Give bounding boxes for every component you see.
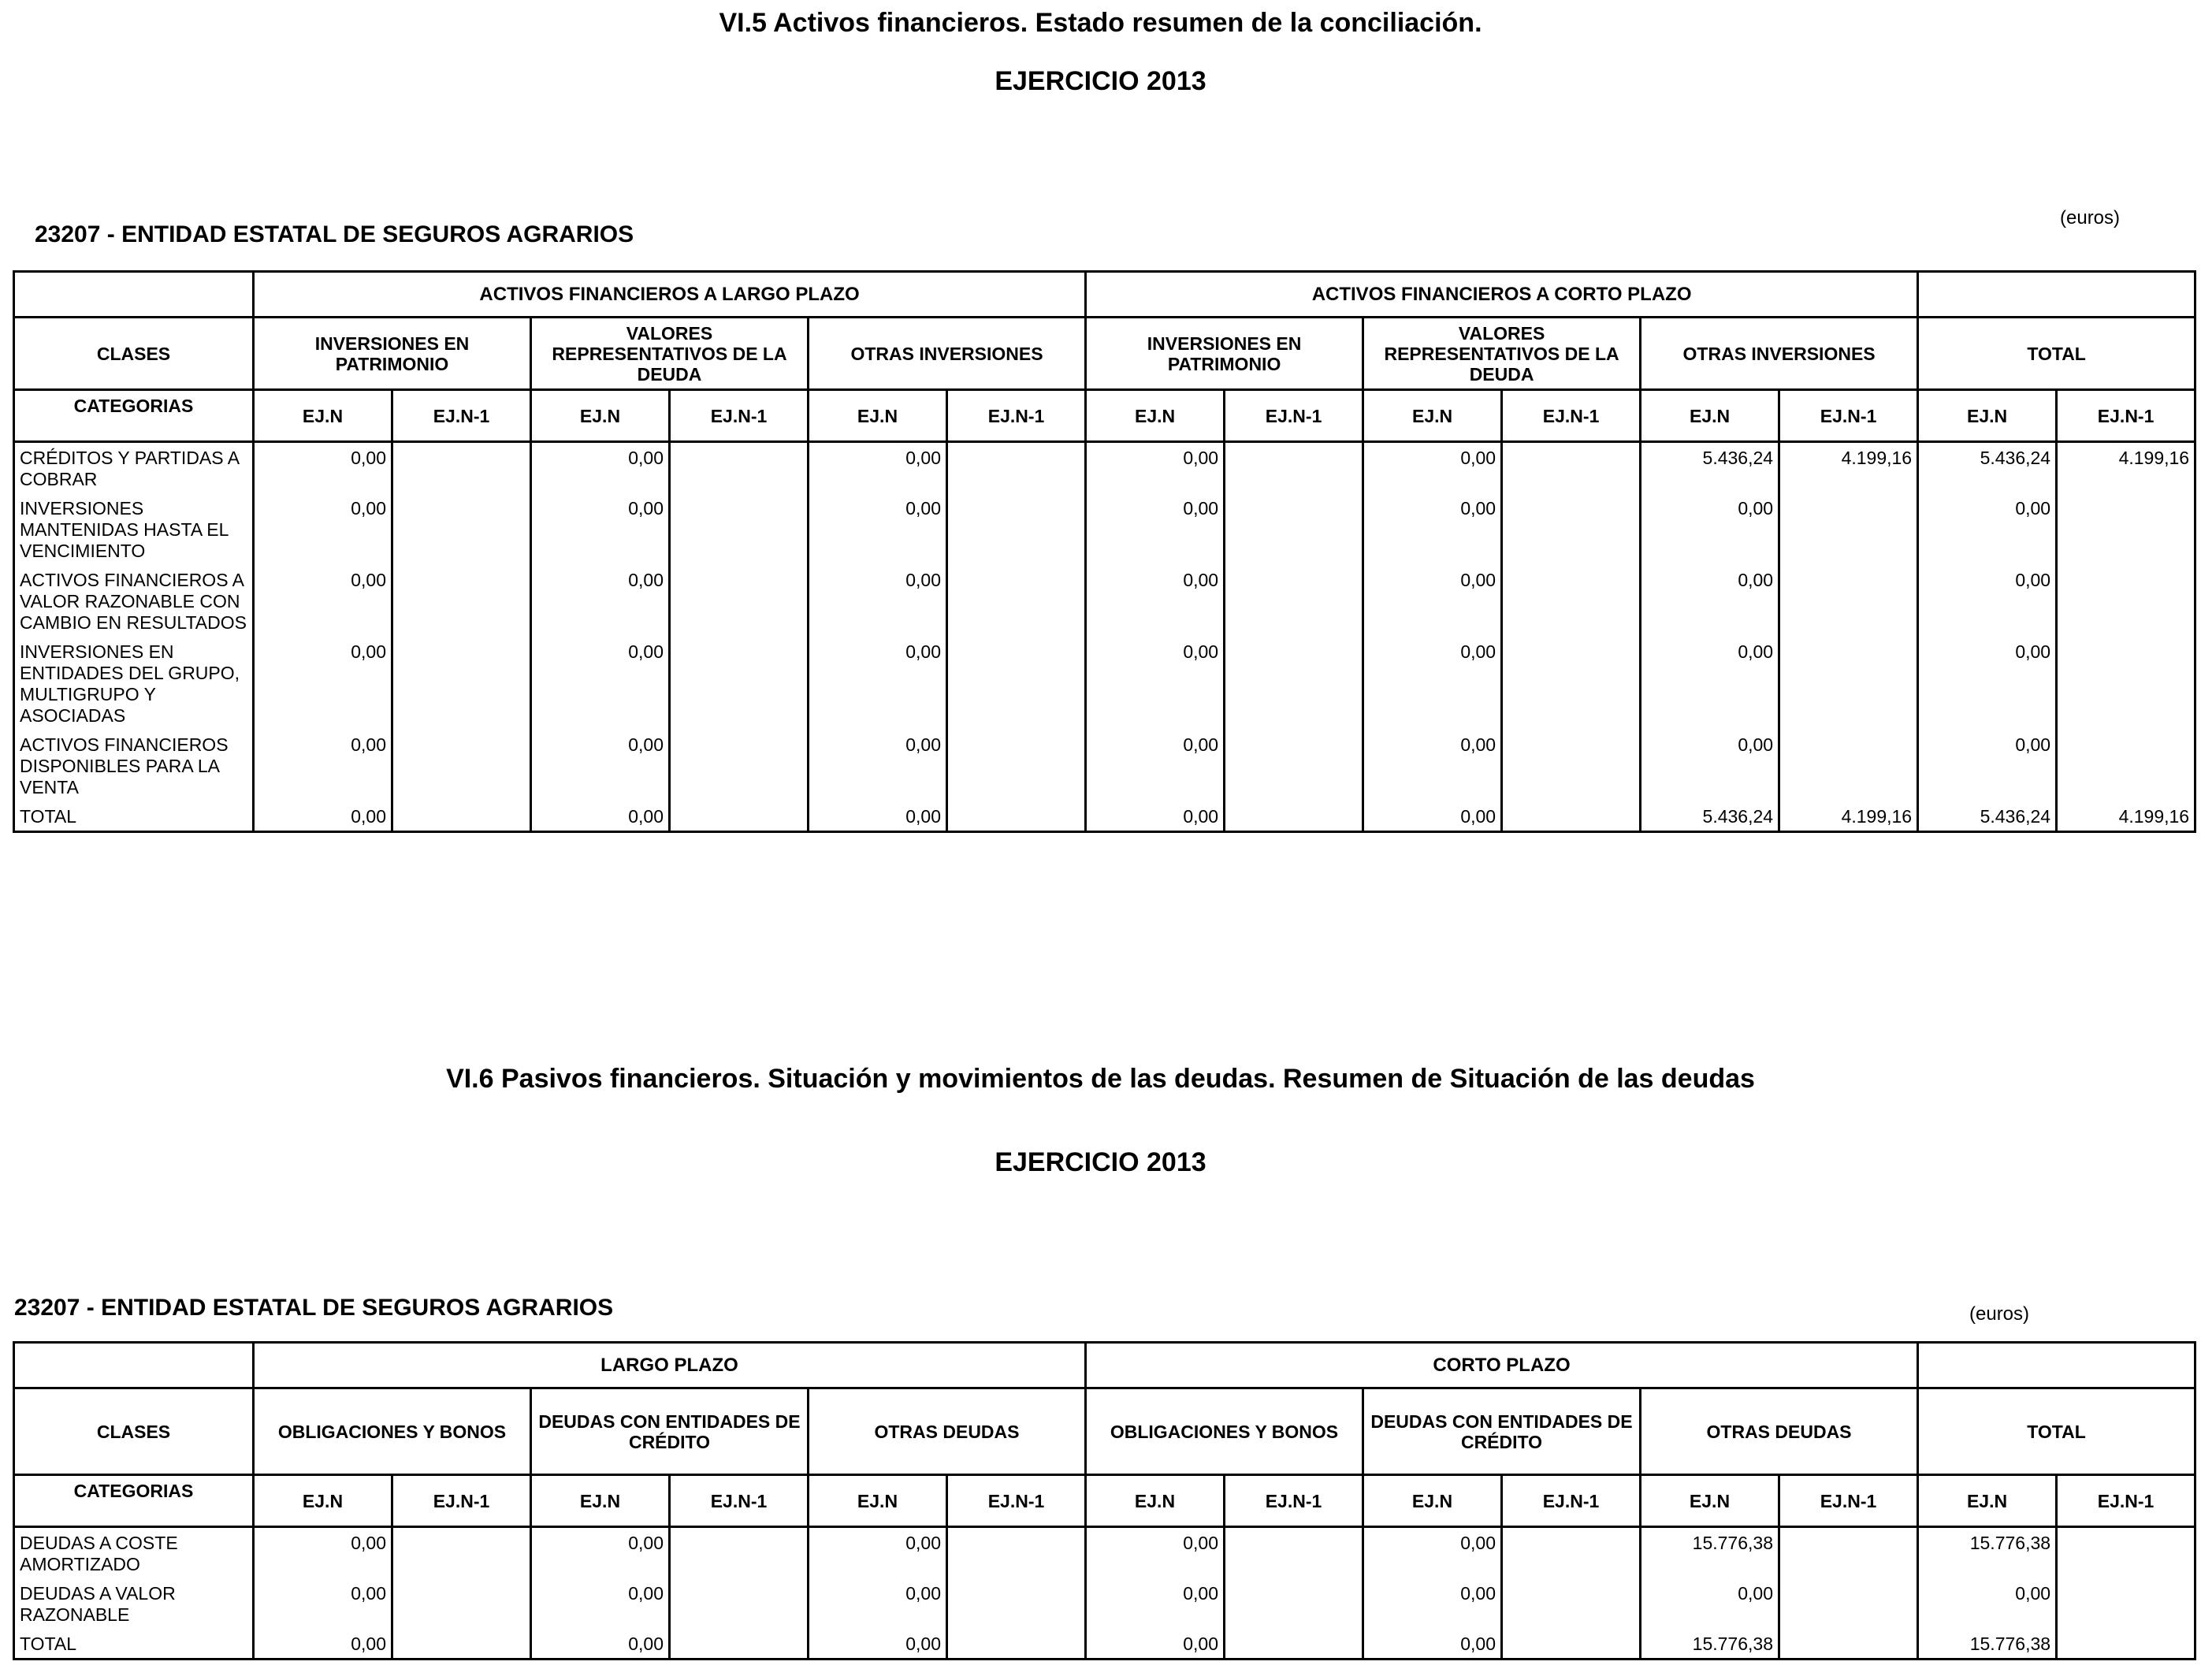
ejn1-header: EJ.N-1 (392, 390, 531, 442)
value-cell: 0,00 (531, 1629, 670, 1660)
value-cell: 0,00 (254, 637, 392, 730)
value-cell (392, 442, 531, 494)
value-cell (392, 493, 531, 565)
value-cell: 0,00 (531, 442, 670, 494)
value-cell: 0,00 (809, 637, 947, 730)
value-cell: 0,00 (1363, 1527, 1502, 1579)
table-row (14, 1578, 2195, 1629)
value-cell: 15.776,38 (1641, 1629, 1779, 1660)
value-cell: 0,00 (1363, 1629, 1502, 1660)
value-cell: 0,00 (1918, 1578, 2057, 1629)
row-label: DEUDAS A VALOR RAZONABLE (14, 1578, 254, 1629)
value-cell (1502, 565, 1641, 637)
clases-header: CLASES (14, 1388, 254, 1475)
value-cell: 0,00 (254, 493, 392, 565)
value-cell (947, 1629, 1086, 1660)
value-cell (1502, 442, 1641, 494)
col-header-deudas-credito-lp: DEUDAS CON ENTIDADES DE CRÉDITO (531, 1388, 809, 1475)
value-cell: 0,00 (1641, 637, 1779, 730)
row-label: CRÉDITOS Y PARTIDAS A COBRAR (14, 442, 254, 494)
ejn1-header: EJ.N-1 (392, 1475, 531, 1527)
ejn1-header: EJ.N-1 (1225, 1475, 1363, 1527)
value-cell: 0,00 (1086, 1629, 1225, 1660)
row-label: INVERSIONES EN ENTIDADES DEL GRUPO, MULTIGRUPO Y ASOCIADAS (14, 637, 254, 730)
blank-header (1918, 272, 2195, 318)
value-cell (1225, 801, 1363, 832)
value-cell (1779, 565, 1918, 637)
value-cell (670, 1578, 809, 1629)
value-cell: 0,00 (254, 1527, 392, 1579)
value-cell (1779, 493, 1918, 565)
value-cell (947, 493, 1086, 565)
value-cell: 0,00 (809, 1578, 947, 1629)
group-header-largo-plazo: ACTIVOS FINANCIEROS A LARGO PLAZO (254, 272, 1086, 318)
clases-header: CLASES (14, 318, 254, 390)
value-cell: 0,00 (1363, 493, 1502, 565)
section1-unit: (euros) (2060, 207, 2121, 229)
value-cell: 0,00 (809, 442, 947, 494)
value-cell: 0,00 (531, 1578, 670, 1629)
section2-entity: 23207 - ENTIDAD ESTATAL DE SEGUROS AGRARIOS (14, 1295, 614, 1321)
value-cell (1502, 1527, 1641, 1579)
value-cell: 0,00 (531, 565, 670, 637)
blank-header (14, 1343, 254, 1388)
value-cell: 0,00 (531, 637, 670, 730)
value-cell: 0,00 (531, 1527, 670, 1579)
col-header-otras-lp: OTRAS INVERSIONES (809, 318, 1086, 390)
value-cell: 0,00 (1363, 1578, 1502, 1629)
value-cell (2057, 637, 2195, 730)
value-cell: 0,00 (809, 730, 947, 801)
ejn-header: EJ.N (531, 1475, 670, 1527)
ejn-header: EJ.N (531, 390, 670, 442)
value-cell (392, 1578, 531, 1629)
section1-subtitle: EJERCICIO 2013 (995, 66, 1206, 96)
value-cell: 0,00 (809, 801, 947, 832)
value-cell: 0,00 (1918, 637, 2057, 730)
value-cell (947, 565, 1086, 637)
col-header-total: TOTAL (1918, 318, 2195, 390)
value-cell: 0,00 (254, 801, 392, 832)
section2-unit: (euros) (1969, 1303, 2030, 1325)
value-cell (2057, 565, 2195, 637)
categorias-header: CATEGORIAS (14, 390, 254, 442)
value-cell: 0,00 (1363, 637, 1502, 730)
value-cell: 0,00 (1641, 730, 1779, 801)
blank-header (1918, 1343, 2195, 1388)
value-cell (392, 637, 531, 730)
ejn-header: EJ.N (1363, 390, 1502, 442)
ejn1-header: EJ.N-1 (1502, 1475, 1641, 1527)
value-cell: 0,00 (531, 801, 670, 832)
value-cell: 0,00 (1363, 565, 1502, 637)
value-cell (1225, 442, 1363, 494)
value-cell: 5.436,24 (1641, 442, 1779, 494)
col-header-otras-cp: OTRAS INVERSIONES (1641, 318, 1918, 390)
value-cell (1502, 493, 1641, 565)
value-cell: 0,00 (809, 565, 947, 637)
value-cell: 0,00 (254, 1578, 392, 1629)
row-label: INVERSIONES MANTENIDAS HASTA EL VENCIMIENTO (14, 493, 254, 565)
table-row (14, 565, 2195, 637)
value-cell: 0,00 (1918, 730, 2057, 801)
value-cell: 4.199,16 (2057, 801, 2195, 832)
value-cell (2057, 1629, 2195, 1660)
value-cell: 0,00 (531, 493, 670, 565)
value-cell (1779, 1527, 1918, 1579)
value-cell: 5.436,24 (1918, 442, 2057, 494)
group-header-corto-plazo: CORTO PLAZO (1086, 1343, 1918, 1388)
ejn-header: EJ.N (809, 390, 947, 442)
value-cell: 0,00 (1641, 493, 1779, 565)
value-cell (1502, 730, 1641, 801)
section1-entity: 23207 - ENTIDAD ESTATAL DE SEGUROS AGRARIOS (35, 221, 634, 247)
value-cell (1225, 1527, 1363, 1579)
row-label: ACTIVOS FINANCIEROS A VALOR RAZONABLE CON CAMBIO EN RESULTADOS (14, 565, 254, 637)
table-row (14, 493, 2195, 565)
value-cell (2057, 493, 2195, 565)
value-cell: 0,00 (1086, 565, 1225, 637)
row-label: TOTAL (14, 801, 254, 832)
ejn1-header: EJ.N-1 (1225, 390, 1363, 442)
value-cell: 0,00 (254, 442, 392, 494)
ejn1-header: EJ.N-1 (947, 1475, 1086, 1527)
value-cell: 0,00 (1086, 730, 1225, 801)
value-cell: 5.436,24 (1641, 801, 1779, 832)
col-header-obligaciones-cp: OBLIGACIONES Y BONOS (1086, 1388, 1363, 1475)
value-cell: 0,00 (1918, 493, 2057, 565)
blank-header (14, 272, 254, 318)
value-cell (392, 1629, 531, 1660)
ejn1-header: EJ.N-1 (670, 1475, 809, 1527)
table-row (14, 637, 2195, 730)
value-cell (1502, 1578, 1641, 1629)
ejn1-header: EJ.N-1 (1779, 1475, 1918, 1527)
col-header-otras-cp: OTRAS DEUDAS (1641, 1388, 1918, 1475)
value-cell: 0,00 (1641, 565, 1779, 637)
value-cell: 0,00 (1086, 637, 1225, 730)
value-cell (1225, 637, 1363, 730)
value-cell: 0,00 (1363, 442, 1502, 494)
value-cell (1225, 730, 1363, 801)
value-cell (1502, 1629, 1641, 1660)
value-cell (670, 565, 809, 637)
value-cell: 4.199,16 (1779, 801, 1918, 832)
section2-title: VI.6 Pasivos financieros. Situación y movimientos de las deudas. Resumen de Situación de las deudas (446, 1064, 1755, 1094)
value-cell: 0,00 (1086, 1578, 1225, 1629)
ejn-header: EJ.N (1918, 1475, 2057, 1527)
value-cell (1779, 637, 1918, 730)
col-header-deudas-credito-cp: DEUDAS CON ENTIDADES DE CRÉDITO (1363, 1388, 1641, 1475)
value-cell: 0,00 (809, 1629, 947, 1660)
value-cell (392, 801, 531, 832)
value-cell (947, 442, 1086, 494)
value-cell (1779, 1578, 1918, 1629)
value-cell (947, 1578, 1086, 1629)
assets-table (13, 270, 2196, 833)
col-header-inversiones-cp: INVERSIONES EN PATRIMONIO (1086, 318, 1363, 390)
group-header-largo-plazo: LARGO PLAZO (254, 1343, 1086, 1388)
table-row (14, 1527, 2195, 1579)
value-cell (1225, 565, 1363, 637)
value-cell (1779, 1629, 1918, 1660)
table-row (14, 1629, 2195, 1660)
col-header-total: TOTAL (1918, 1388, 2195, 1475)
section2-subtitle: EJERCICIO 2013 (995, 1147, 1206, 1177)
ejn-header: EJ.N (1641, 390, 1779, 442)
value-cell: 0,00 (1641, 1578, 1779, 1629)
ejn-header: EJ.N (1086, 1475, 1225, 1527)
value-cell (670, 730, 809, 801)
value-cell: 15.776,38 (1918, 1527, 2057, 1579)
row-label: ACTIVOS FINANCIEROS DISPONIBLES PARA LA VENTA (14, 730, 254, 801)
ejn-header: EJ.N (254, 390, 392, 442)
ejn-header: EJ.N (809, 1475, 947, 1527)
col-header-inversiones-lp: INVERSIONES EN PATRIMONIO (254, 318, 531, 390)
ejn-header: EJ.N (1363, 1475, 1502, 1527)
value-cell: 0,00 (1918, 565, 2057, 637)
value-cell (2057, 730, 2195, 801)
value-cell: 0,00 (531, 730, 670, 801)
value-cell (670, 1527, 809, 1579)
value-cell (1225, 1578, 1363, 1629)
value-cell: 0,00 (1086, 801, 1225, 832)
value-cell (670, 637, 809, 730)
table-row (14, 730, 2195, 801)
col-header-otras-lp: OTRAS DEUDAS (809, 1388, 1086, 1475)
value-cell (2057, 1527, 2195, 1579)
ejn1-header: EJ.N-1 (670, 390, 809, 442)
value-cell: 0,00 (809, 493, 947, 565)
value-cell (947, 801, 1086, 832)
table-row (14, 442, 2195, 494)
value-cell (670, 801, 809, 832)
value-cell: 0,00 (1363, 801, 1502, 832)
value-cell: 0,00 (254, 1629, 392, 1660)
value-cell: 0,00 (809, 1527, 947, 1579)
value-cell: 0,00 (1086, 442, 1225, 494)
ejn1-header: EJ.N-1 (2057, 390, 2195, 442)
value-cell (1502, 637, 1641, 730)
ejn-header: EJ.N (1918, 390, 2057, 442)
ejn-header: EJ.N (254, 1475, 392, 1527)
value-cell (1225, 493, 1363, 565)
value-cell (670, 1629, 809, 1660)
liabilities-table-body (14, 1527, 2195, 1660)
ejn1-header: EJ.N-1 (1779, 390, 1918, 442)
section1-title: VI.5 Activos financieros. Estado resumen de la conciliación. (719, 8, 1482, 38)
value-cell (1502, 801, 1641, 832)
value-cell (392, 1527, 531, 1579)
ejn1-header: EJ.N-1 (2057, 1475, 2195, 1527)
value-cell (1779, 730, 1918, 801)
value-cell: 4.199,16 (1779, 442, 1918, 494)
ejn1-header: EJ.N-1 (1502, 390, 1641, 442)
ejn-header: EJ.N (1086, 390, 1225, 442)
liabilities-table (13, 1341, 2196, 1660)
value-cell: 15.776,38 (1641, 1527, 1779, 1579)
value-cell (670, 442, 809, 494)
col-header-obligaciones-lp: OBLIGACIONES Y BONOS (254, 1388, 531, 1475)
value-cell (947, 730, 1086, 801)
value-cell (670, 493, 809, 565)
value-cell: 5.436,24 (1918, 801, 2057, 832)
value-cell: 0,00 (1086, 493, 1225, 565)
value-cell (1225, 1629, 1363, 1660)
assets-table-body (14, 442, 2195, 832)
value-cell: 0,00 (254, 565, 392, 637)
value-cell: 4.199,16 (2057, 442, 2195, 494)
row-label: DEUDAS A COSTE AMORTIZADO (14, 1527, 254, 1579)
value-cell (2057, 1578, 2195, 1629)
group-header-corto-plazo: ACTIVOS FINANCIEROS A CORTO PLAZO (1086, 272, 1918, 318)
value-cell: 0,00 (1086, 1527, 1225, 1579)
row-label: TOTAL (14, 1629, 254, 1660)
ejn1-header: EJ.N-1 (947, 390, 1086, 442)
table-row (14, 801, 2195, 832)
value-cell (947, 1527, 1086, 1579)
value-cell: 15.776,38 (1918, 1629, 2057, 1660)
value-cell (947, 637, 1086, 730)
value-cell: 0,00 (254, 730, 392, 801)
value-cell: 0,00 (1363, 730, 1502, 801)
value-cell (392, 730, 531, 801)
value-cell (392, 565, 531, 637)
ejn-header: EJ.N (1641, 1475, 1779, 1527)
categorias-header: CATEGORIAS (14, 1475, 254, 1527)
col-header-valores-cp: VALORES REPRESENTATIVOS DE LA DEUDA (1363, 318, 1641, 390)
col-header-valores-lp: VALORES REPRESENTATIVOS DE LA DEUDA (531, 318, 809, 390)
